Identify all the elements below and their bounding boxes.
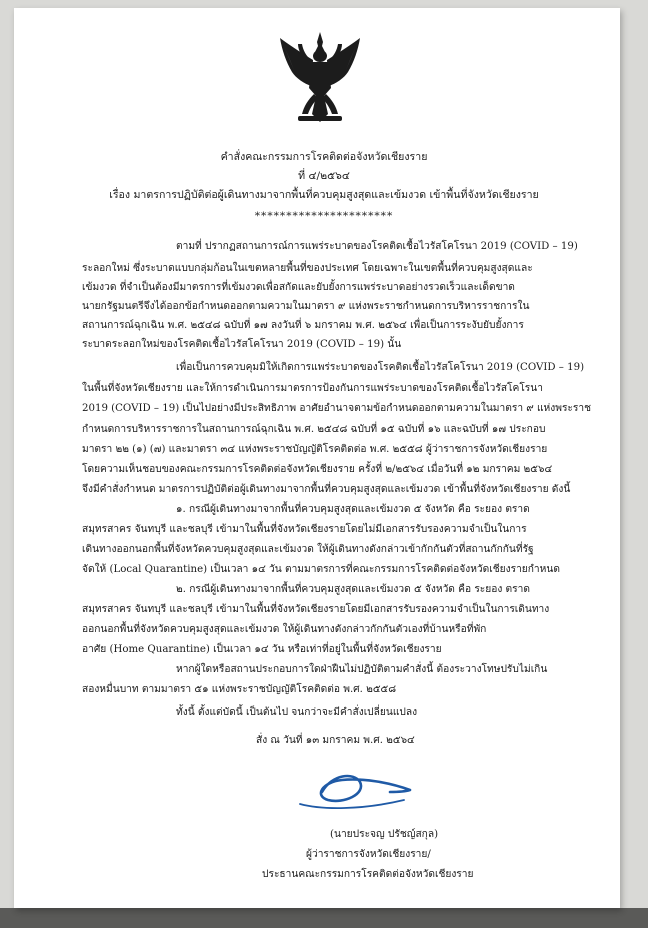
signature-scribble — [292, 770, 422, 826]
order-date: สั่ง ณ วันที่ ๑๓ มกราคม พ.ศ. ๒๕๖๔ — [256, 735, 415, 746]
penalty-line: หากผู้ใดหรือสถานประกอบการใดฝ่าฝืนไม่ปฏิบัติตามคำสั่งนี้ ต้องระวางโทษปรับไม่เกิน — [176, 664, 548, 675]
item-2-line: ออกนอกพื้นที่จังหวัดควบคุมสูงสุดและเข้มงวด ให้ผู้เดินทางดังกล่าวกักกันตัวเองที่บ้านหรือที่พัก — [82, 624, 487, 635]
paragraph-2-line: ในพื้นที่จังหวัดเชียงราย และให้การดำเนินการมาตรการป้องกันการแพร่ระบาดของโรคติดเชื้อไวรัสโคโรนา — [82, 383, 543, 394]
penalty-line: สองหมื่นบาท ตามมาตรา ๕๑ แห่งพระราชบัญญัติโรคติดต่อ พ.ศ. ๒๕๕๘ — [82, 684, 397, 695]
paragraph-2-line: จึงมีคำสั่งกำหนด มาตรการปฏิบัติต่อผู้เดินทางมาจากพื้นที่ควบคุมสูงสุดและเข้มงวด เข้าพื้นที่จังหวัดเชียงราย ดังนี้ — [82, 484, 571, 495]
signatory-name: (นายประจญ ปรัชญ์สกุล) — [330, 829, 439, 840]
order-number: ที่ ๔/๒๕๖๔ — [298, 170, 350, 182]
photo-shadow — [0, 908, 648, 928]
item-1-line: เดินทางออกนอกพื้นที่จังหวัดควบคุมสูงสุดและเข้มงวด ให้ผู้เดินทางดังกล่าวเข้ากักกันตัวที่สถานกักกันที่รัฐ — [82, 544, 534, 555]
paragraph-2-line: 2019 (COVID – 19) เป็นไปอย่างมีประสิทธิภาพ อาศัยอำนาจตามข้อกำหนดออกตามความในมาตรา ๙ แห่งพระราช — [82, 403, 592, 414]
divider-line: ********************** — [254, 210, 394, 222]
item-1-line: สมุทรสาคร จันทบุรี และชลบุรี เข้ามาในพื้นที่จังหวัดเชียงรายโดยไม่มีเอกสารรับรองความจำเป็นในการ — [82, 524, 527, 535]
paragraph-1-line: สถานการณ์ฉุกเฉิน พ.ศ. ๒๕๔๘ ฉบับที่ ๑๗ ลงวันที่ ๖ มกราคม พ.ศ. ๒๕๖๔ เพื่อเป็นการระงับยับยั้งการ — [82, 320, 524, 331]
paragraph-1-line: นายกรัฐมนตรีจึงได้ออกข้อกำหนดออกตามความในมาตรา ๙ แห่งพระราชกำหนดการบริหารราชการใน — [82, 301, 530, 312]
item-2-line: สมุทรสาคร จันทบุรี และชลบุรี เข้ามาในพื้นที่จังหวัดเชียงรายโดยมีเอกสารรับรองความจำเป็นในการเดินทาง — [82, 604, 550, 615]
garuda-emblem-icon — [278, 30, 362, 126]
item-2-line: ๒. กรณีผู้เดินทางมาจากพื้นที่ควบคุมสูงสุดและเข้มงวด ๕ จังหวัด คือ ระยอง ตราด — [176, 584, 530, 595]
signatory-role: ประธานคณะกรรมการโรคติดต่อจังหวัดเชียงราย — [262, 869, 474, 880]
paragraph-2-line: กำหนดการบริหารราชการในสถานการณ์ฉุกเฉิน พ.ศ. ๒๕๔๘ ฉบับที่ ๑๕ ฉบับที่ ๑๖ และฉบับที่ ๑๗ ประกอบ — [82, 424, 546, 435]
signatory-position: ผู้ว่าราชการจังหวัดเชียงราย/ — [306, 849, 431, 860]
paragraph-1-line: ระบาดระลอกใหม่ของโรคติดเชื้อไวรัสโคโรนา 2019 (COVID – 19) นั้น — [82, 339, 402, 350]
paragraph-1-line: เข้มงวด ที่จำเป็นต้องมีมาตรการที่เข้มงวดเพื่อสกัดและยับยั้งการแพร่ระบาดอย่างรวดเร็วและเด็ดขาด — [82, 282, 515, 293]
item-1-line: จัดให้ (Local Quarantine) เป็นเวลา ๑๔ วัน ตามมาตรการที่คณะกรรมการโรคติดต่อจังหวัดเชียงรายกำหนด — [82, 564, 560, 575]
item-1-line: ๑. กรณีผู้เดินทางมาจากพื้นที่ควบคุมสูงสุดและเข้มงวด ๕ จังหวัด คือ ระยอง ตราด — [176, 504, 530, 515]
paragraph-2-line: โดยความเห็นชอบของคณะกรรมการโรคติดต่อจังหวัดเชียงราย ครั้งที่ ๒/๒๕๖๔ เมื่อวันที่ ๑๒ มกราคม ๒๕๖๔ — [82, 464, 553, 475]
paragraph-2-line: เพื่อเป็นการควบคุมมิให้เกิดการแพร่ระบาดของโรคติดเชื้อไวรัสโคโรนา 2019 (COVID – 19) — [176, 362, 585, 373]
effective-statement: ทั้งนี้ ตั้งแต่บัดนี้ เป็นต้นไป จนกว่าจะมีคำสั่งเปลี่ยนแปลง — [176, 707, 418, 718]
item-2-line: อาศัย (Home Quarantine) เป็นเวลา ๑๔ วัน หรือเท่าที่อยู่ในพื้นที่จังหวัดเชียงราย — [82, 644, 442, 655]
paragraph-1-line: ระลอกใหม่ ซึ่งระบาดแบบกลุ่มก้อนในเขตหลายพื้นที่ของประเทศ โดยเฉพาะในเขตพื้นที่ควบคุมสูงสุดและ — [82, 263, 533, 274]
order-subject: เรื่อง มาตรการปฏิบัติต่อผู้เดินทางมาจากพื้นที่ควบคุมสูงสุดและเข้มงวด เข้าพื้นที่จังหวัดเชียงราย — [109, 189, 539, 201]
order-title: คำสั่งคณะกรรมการโรคติดต่อจังหวัดเชียงราย — [220, 151, 428, 163]
paragraph-1-line: ตามที่ ปรากฏสถานการณ์การแพร่ระบาดของโรคติดเชื้อไวรัสโคโรนา 2019 (COVID – 19) — [176, 241, 578, 252]
paragraph-2-line: มาตรา ๒๒ (๑) (๗) และมาตรา ๓๔ แห่งพระราชบัญญัติโรคติดต่อ พ.ศ. ๒๕๕๘ ผู้ว่าราชการจังหวัดเชียงราย — [82, 444, 548, 455]
